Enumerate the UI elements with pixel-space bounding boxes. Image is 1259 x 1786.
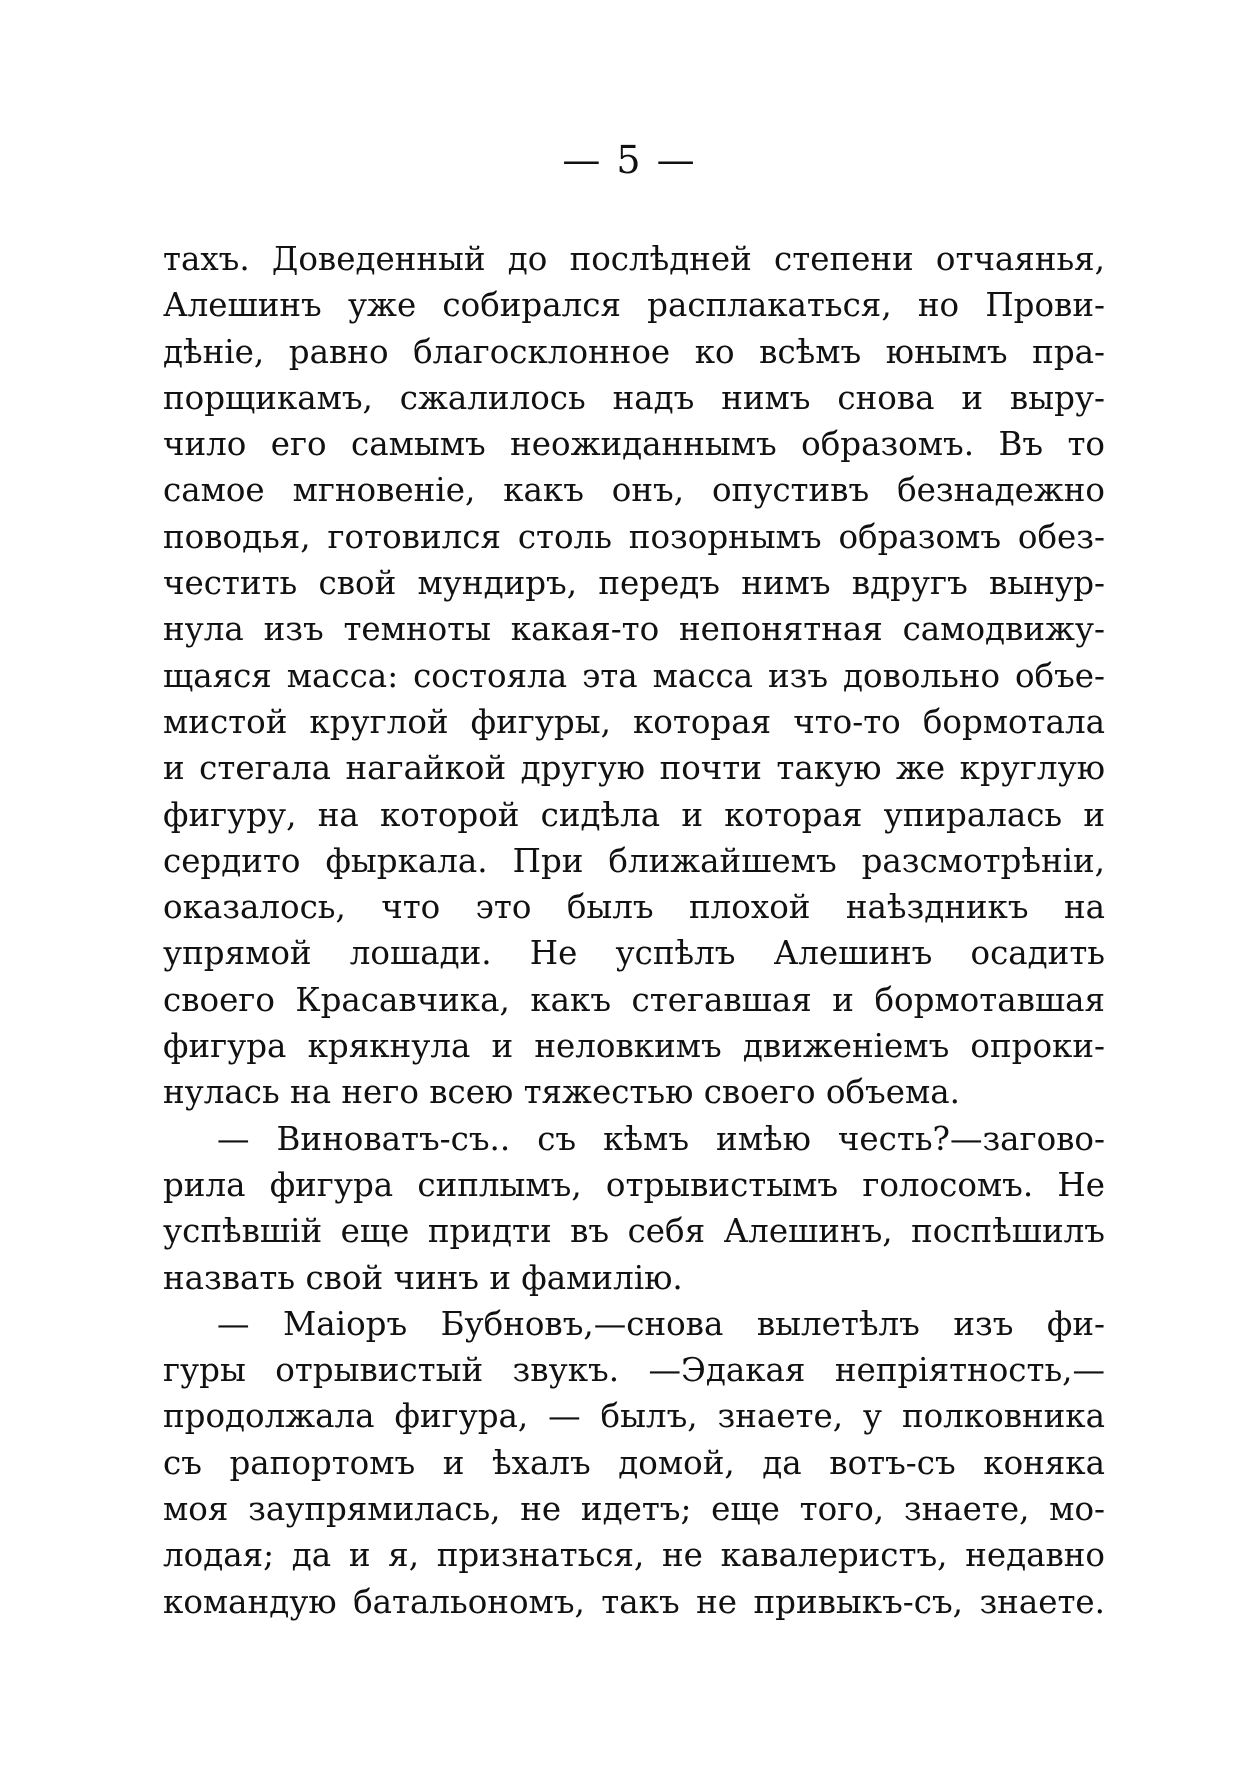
text-line: съ рапортомъ и ѣхалъ домой, да вотъ-съ коняка bbox=[163, 1443, 1105, 1482]
text-line: оказалось, что это былъ плохой наѣздникъ на bbox=[163, 888, 1105, 927]
text-line: мистой круглой фигуры, которая что-то бормотала bbox=[163, 702, 1105, 741]
body-text bbox=[163, 236, 1105, 1625]
text-line: своего Красавчика, какъ стегавшая и бормотавшая bbox=[163, 980, 1105, 1019]
text-line: фигуру, на которой сидѣла и которая упиралась и bbox=[163, 795, 1105, 834]
text-line: сердито фыркала. При ближайшемъ разсмотрѣніи, bbox=[163, 841, 1105, 880]
text-line: фигура крякнула и неловкимъ движеніемъ опроки- bbox=[163, 1027, 1105, 1066]
text-line: назвать свой чинъ и фамилію. bbox=[163, 1258, 683, 1297]
text-line: чило его самымъ неожиданнымъ образомъ. Въ то bbox=[163, 425, 1105, 464]
text-line: — Виноватъ-съ.. съ кѣмъ имѣю честь?—загово- bbox=[217, 1119, 1105, 1158]
page-number: — 5 — bbox=[562, 138, 697, 182]
text-line: и стегала нагайкой другую почти такую же круглую bbox=[163, 749, 1105, 788]
text-line: гуры отрывистый звукъ. —Эдакая непріятность,— bbox=[163, 1351, 1105, 1390]
text-line: нула изъ темноты какая-то непонятная самодвижу- bbox=[163, 610, 1105, 649]
text-line: поводья, готовился столь позорнымъ образомъ обез- bbox=[163, 517, 1105, 556]
text-line: лодая; да и я, признаться, не кавалеристъ, недавно bbox=[163, 1536, 1105, 1575]
text-line: самое мгновеніе, какъ онъ, опустивъ безнадежно bbox=[163, 471, 1105, 510]
text-line: командую батальономъ, такъ не привыкъ-съ, знаете. bbox=[163, 1582, 1105, 1621]
text-line: дѣніе, равно благосклонное ко всѣмъ юнымъ пра- bbox=[163, 332, 1105, 371]
text-line: моя заупрямилась, не идетъ; еще того, знаете, мо- bbox=[163, 1490, 1105, 1529]
text-line: нулась на него всею тяжестью своего объема. bbox=[163, 1073, 960, 1112]
text-line: — Маіоръ Бубновъ,—снова вылетѣлъ изъ фи- bbox=[217, 1304, 1105, 1343]
text-line: рила фигура сиплымъ, отрывистымъ голосомъ. Не bbox=[163, 1165, 1105, 1204]
text-line: щаяся масса: состояла эта масса изъ довольно объе- bbox=[163, 656, 1105, 695]
text-line: Алешинъ уже собирался расплакаться, но Прови- bbox=[163, 286, 1105, 325]
text-line: тахъ. Доведенный до послѣдней степени отчаянья, bbox=[163, 240, 1105, 278]
text-line: успѣвшій еще придти въ себя Алешинъ, поспѣшилъ bbox=[163, 1212, 1105, 1251]
text-line: продолжала фигура, — былъ, знаете, у полковника bbox=[163, 1397, 1105, 1436]
text-line: порщикамъ, сжалилось надъ нимъ снова и выру- bbox=[163, 378, 1105, 417]
text-line: упрямой лошади. Не успѣлъ Алешинъ осадить bbox=[163, 934, 1105, 973]
text-line: честить свой мундиръ, передъ нимъ вдругъ вынyр- bbox=[163, 564, 1105, 603]
